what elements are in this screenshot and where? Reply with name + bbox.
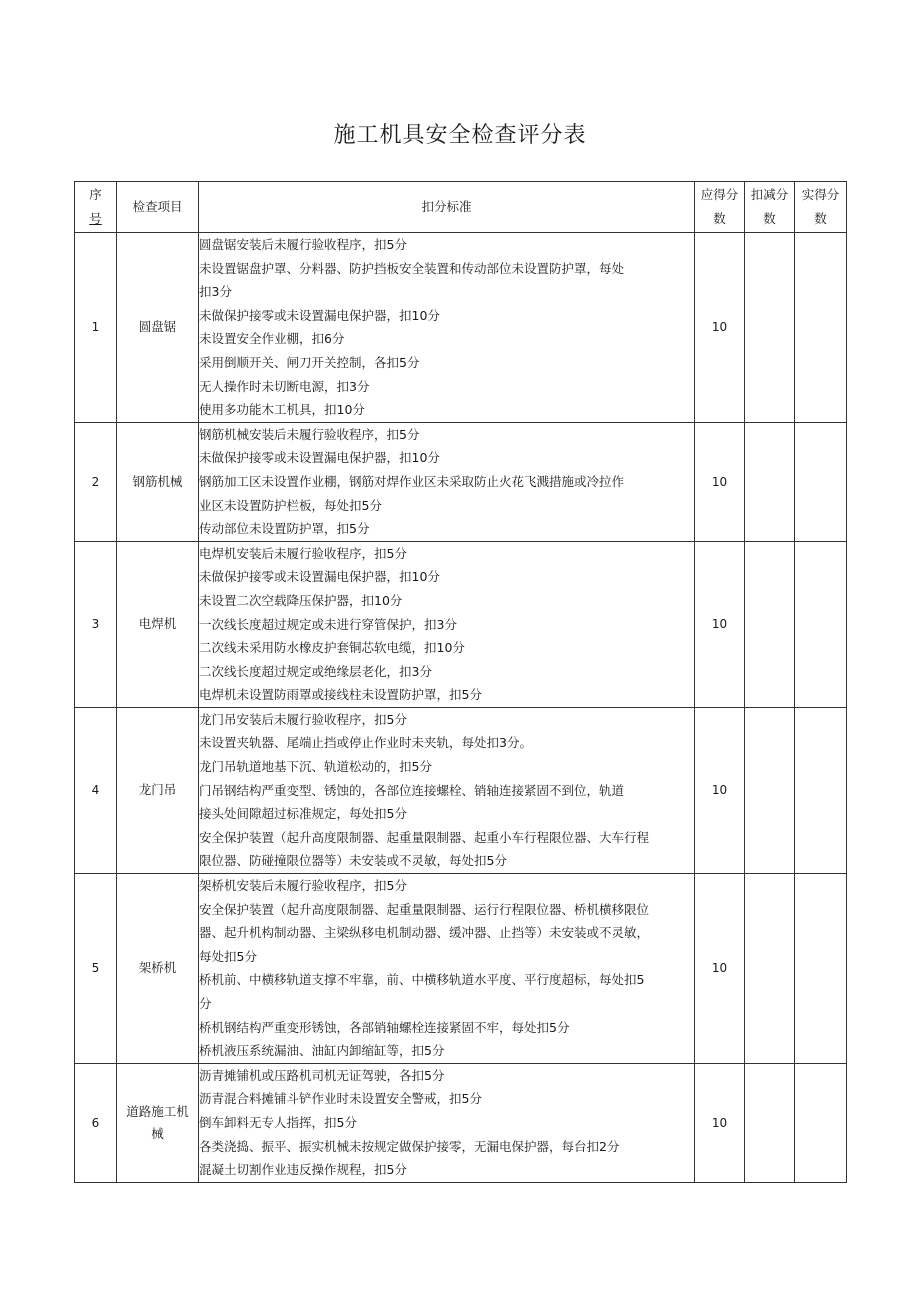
criteria-line: 业区未设置防护栏板，每处扣5分 (199, 497, 382, 513)
row-seq: 6 (75, 1063, 117, 1182)
table-row (75, 541, 847, 707)
criteria-line: 钢筋机械安装后未履行验收程序，扣5分 (199, 426, 420, 442)
row-actual-score-input[interactable] (795, 874, 847, 1064)
criteria-line: 电焊机安装后未履行验收程序，扣5分 (199, 545, 407, 561)
row-item-line: 道路施工机 (126, 1103, 189, 1119)
row-seq: 4 (75, 707, 117, 873)
row-item (117, 1063, 199, 1182)
criteria-line: 未设置安全作业棚，扣6分 (199, 331, 345, 347)
criteria-line: 桥机钢结构严重变形锈蚀，各部销轴螺栓连接紧固不牢，每处扣5分 (199, 1019, 570, 1035)
criteria-line: 传动部位未设置防护罩，扣5分 (199, 521, 370, 537)
row-criteria (199, 233, 695, 423)
criteria-line: 扣3分 (199, 284, 232, 300)
row-seq: 2 (75, 422, 117, 541)
criteria-line: 未做保护接零或未设置漏电保护器，扣10分 (199, 307, 440, 323)
table-row (75, 874, 847, 1064)
criteria-line: 沥青摊铺机或压路机司机无证驾驶，各扣5分 (199, 1067, 445, 1083)
criteria-line: 未设置锯盘护罩、分料器、防护挡板安全装置和传动部位未设置防护罩，每处 (199, 260, 625, 276)
criteria-line: 未做保护接零或未设置漏电保护器，扣10分 (199, 569, 440, 585)
header-criteria: 扣分标准 (199, 182, 695, 233)
row-criteria (199, 707, 695, 873)
row-item-line: 架桥机 (138, 960, 177, 976)
header-deduct-score: 扣减分 数 (745, 182, 795, 233)
criteria-line: 钢筋加工区未设置作业棚，钢筋对焊作业区未采取防止火花飞溅措施或冷拉作 (199, 473, 625, 489)
row-deduct-score-input[interactable] (745, 541, 795, 707)
header-row (75, 182, 847, 233)
header-due-score: 应得分 数 (695, 182, 745, 233)
row-criteria (199, 541, 695, 707)
criteria-line: 限位器、防碰撞限位器等）未安装或不灵敏，每处扣5分 (199, 853, 507, 869)
table-row (75, 1063, 847, 1182)
criteria-line: 倒车卸料无专人指挥，扣5分 (199, 1114, 357, 1130)
row-due-score: 10 (695, 233, 745, 423)
criteria-line: 无人操作时未切断电源，扣3分 (199, 378, 370, 394)
row-due-score: 10 (695, 1063, 745, 1182)
criteria-line: 龙门吊轨道地基下沉、轨道松动的，扣5分 (199, 759, 432, 775)
row-item (117, 422, 199, 541)
row-item (117, 874, 199, 1064)
criteria-line: 采用倒顺开关、闸刀开关控制，各扣5分 (199, 354, 420, 370)
inspection-score-table (74, 181, 847, 1183)
table-row (75, 233, 847, 423)
criteria-line: 接头处间隙超过标准规定，每处扣5分 (199, 806, 407, 822)
criteria-line: 沥青混合料摊铺斗铲作业时未设置安全警戒，扣5分 (199, 1091, 482, 1107)
criteria-line: 桥机液压系统漏油、油缸内卸缩缸等，扣5分 (199, 1043, 445, 1059)
criteria-line: 二次线未采用防水橡皮护套铜芯软电缆，扣10分 (199, 640, 465, 656)
criteria-line: 圆盘锯安装后未履行验收程序，扣5分 (199, 237, 407, 252)
criteria-line: 架桥机安装后未履行验收程序，扣5分 (199, 878, 407, 894)
criteria-line: 安全保护装置（起升高度限制器、起重量限制器、运行行程限位器、桥机横移限位 (199, 901, 650, 917)
row-deduct-score-input[interactable] (745, 707, 795, 873)
row-deduct-score-input[interactable] (745, 874, 795, 1064)
row-actual-score-input[interactable] (795, 1063, 847, 1182)
row-item (117, 541, 199, 707)
criteria-line: 门吊钢结构严重变型、锈蚀的，各部位连接螺栓、销轴连接紧固不到位，轨道 (199, 782, 625, 798)
criteria-line: 一次线长度超过规定或未进行穿管保护，扣3分 (199, 616, 457, 632)
row-deduct-score-input[interactable] (745, 233, 795, 423)
row-due-score: 10 (695, 707, 745, 873)
row-item (117, 707, 199, 873)
row-item-line: 钢筋机械 (132, 473, 183, 489)
row-item-line: 龙门吊 (138, 782, 177, 798)
criteria-line: 使用多功能木工机具，扣10分 (199, 402, 365, 418)
row-seq: 1 (75, 233, 117, 423)
table-row (75, 422, 847, 541)
criteria-line: 未设置二次空载降压保护器，扣10分 (199, 592, 403, 608)
row-deduct-score-input[interactable] (745, 422, 795, 541)
row-item (117, 233, 199, 423)
criteria-line: 龙门吊安装后未履行验收程序，扣5分 (199, 711, 407, 727)
criteria-line: 未设置夹轨器、尾端止挡或停止作业时未夹轨，每处扣3分。 (199, 735, 532, 751)
header-seq: 序 号 (75, 182, 117, 233)
row-due-score: 10 (695, 422, 745, 541)
row-item-line: 圆盘锯 (138, 319, 177, 335)
row-actual-score-input[interactable] (795, 422, 847, 541)
row-criteria (199, 422, 695, 541)
row-due-score: 10 (695, 541, 745, 707)
row-actual-score-input[interactable] (795, 707, 847, 873)
criteria-line: 分 (199, 996, 212, 1011)
row-item-line: 械 (151, 1125, 164, 1141)
header-item: 检查项目 (117, 182, 199, 233)
row-criteria (199, 874, 695, 1064)
criteria-line: 各类浇捣、振平、振实机械未按规定做保护接零，无漏电保护器，每台扣2分 (199, 1138, 620, 1154)
criteria-line: 安全保护装置（起升高度限制器、起重量限制器、起重小车行程限位器、大车行程 (199, 829, 650, 845)
row-deduct-score-input[interactable] (745, 1063, 795, 1182)
criteria-line: 二次线长度超过规定或绝缘层老化，扣3分 (199, 663, 432, 679)
row-criteria (199, 1063, 695, 1182)
row-actual-score-input[interactable] (795, 541, 847, 707)
table-row (75, 707, 847, 873)
criteria-line: 桥机前、中横移轨道支撑不牢靠，前、中横移轨道水平度、平行度超标，每处扣5 (199, 972, 645, 988)
header-actual-score: 实得分 数 (795, 182, 847, 233)
criteria-line: 未做保护接零或未设置漏电保护器，扣10分 (199, 450, 440, 466)
row-due-score: 10 (695, 874, 745, 1064)
row-seq: 5 (75, 874, 117, 1064)
page-title: 施工机具安全检查评分表 (333, 123, 587, 148)
criteria-line: 每处扣5分 (199, 948, 257, 964)
table-body (75, 233, 847, 1183)
row-item-line: 电焊机 (138, 616, 177, 632)
criteria-line: 电焊机未设置防雨罩或接线柱未设置防护罩，扣5分 (199, 687, 482, 703)
criteria-line: 混凝土切割作业违反操作规程，扣5分 (199, 1162, 407, 1178)
criteria-line: 器、起升机构制动器、主梁纵移电机制动器、缓冲器、止挡等）未安装或不灵敏， (199, 925, 650, 941)
row-seq: 3 (75, 541, 117, 707)
row-actual-score-input[interactable] (795, 233, 847, 423)
